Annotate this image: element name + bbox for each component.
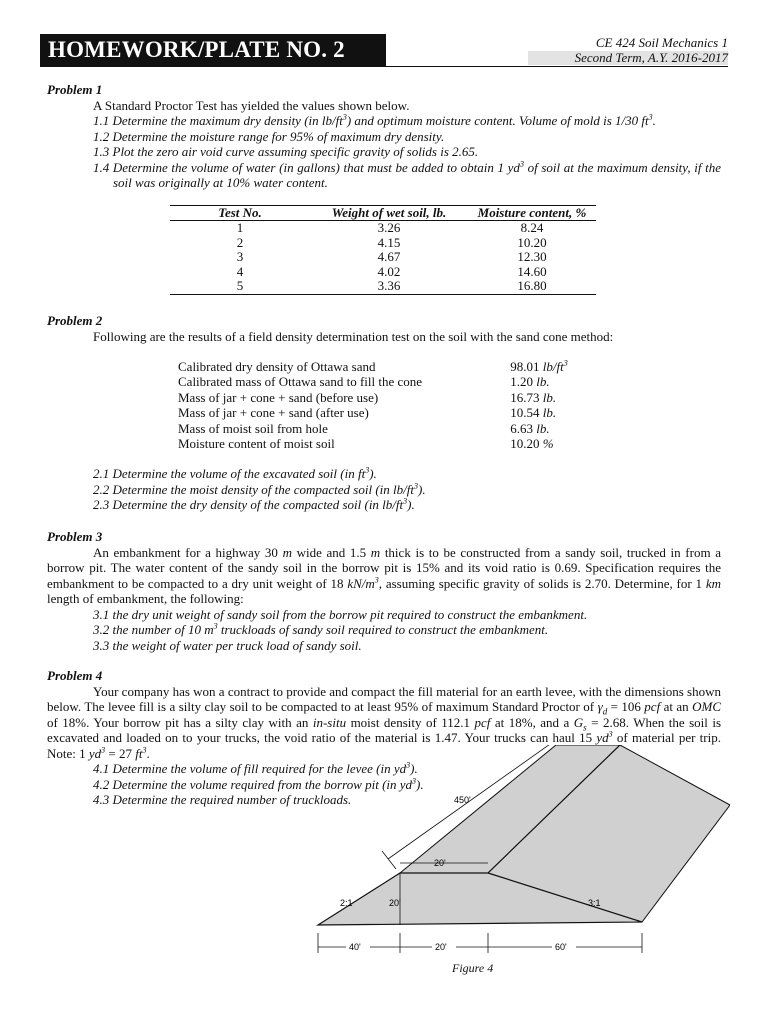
course-info bbox=[528, 36, 728, 65]
table-row bbox=[170, 279, 596, 294]
sand-cone-data bbox=[178, 359, 598, 451]
cell: 12.30 bbox=[517, 249, 547, 265]
table-row bbox=[170, 236, 596, 251]
cell: 3 bbox=[236, 249, 244, 265]
cell: 16.80 bbox=[468, 279, 596, 294]
figure-caption: Figure 4 bbox=[452, 961, 494, 975]
problem-3-text: An embankment for a highway 30 m wide and 1.5 m thick is to be constructed from a sandy soil, trucked in from a borrow pit. The water content of the sandy soil in the borrow pit is 15% and its void ratio is 0.69. Specification requires the embankment to be compacted to a dry unit weight of 18 $kN/m^3$, assuming specific gravity of solids is 2.70. Determine, for 1 km length of embankment, the following: bbox=[47, 544, 721, 606]
problem-1-intro: A Standard Proctor Test has yielded the values shown below. bbox=[93, 97, 410, 113]
list-item: Calibrated mass of Ottawa sand to fill the cone 1.20 lb. bbox=[178, 374, 550, 390]
page-title: HOMEWORK/PLATE NO. 2 bbox=[40, 34, 386, 66]
task-1-2: 1.2 Determine the moisture range for 95% of maximum dry density. bbox=[93, 128, 445, 144]
levee-body bbox=[318, 745, 730, 925]
proctor-table bbox=[170, 205, 596, 295]
header-divider bbox=[40, 66, 728, 67]
problem-4-text: Your company has won a contract to provide and compact the fill material for an earth levee, with the dimensions shown below. The levee fill is a silty clay soil to be compacted to at least 95% of maximum Standard Proctor of $\gamma_d = 106$ pcf at an OMC of 18%. Your borrow pit has a silty clay with an in-situ moist density of 112.1 pcf at 18%, and a $G_s = 2.68$. When the soil is excavated and loaded on to your trucks, the void ratio of the material is 1.47. Your trucks can haul 15 $yd^3$ of material per trip. Note: 1 $yd^3 = 27$ $ft^3$. bbox=[47, 683, 722, 761]
cell: 4 bbox=[236, 263, 244, 279]
list-item: Mass of moist soil from hole 6.63 lb. bbox=[178, 420, 550, 436]
left-base-label: 40' bbox=[349, 942, 361, 952]
height-label: 20' bbox=[389, 898, 401, 908]
problem-2-title: Problem 2 bbox=[47, 313, 103, 328]
problem-2-intro: Following are the results of a field density determination test on the soil with the sand cone method: bbox=[93, 328, 614, 344]
top-width-label: 20' bbox=[434, 858, 446, 868]
problem-1-title: Problem 1 bbox=[47, 82, 103, 97]
problem-3-title: Problem 3 bbox=[47, 529, 103, 544]
table-row bbox=[170, 265, 596, 280]
task-4-3: 4.3 Determine the required number of truckloads. bbox=[93, 792, 352, 807]
col-test-no: Test No. bbox=[170, 206, 310, 221]
cell: 5 bbox=[170, 279, 310, 294]
list-item: Mass of jar + cone + sand (before use) 16.73 lb. bbox=[178, 389, 557, 405]
course-name: CE 424 Soil Mechanics 1 bbox=[528, 36, 728, 51]
table-row bbox=[170, 221, 596, 236]
cell: 14.60 bbox=[517, 263, 547, 279]
list-item: Moisture content of moist soil 10.20 % bbox=[178, 435, 554, 451]
left-slope-label: 2:1 bbox=[340, 898, 353, 908]
task-3-2: 3.2 the number of 10 $m^3$ truckloads of sandy soil required to construct the embankment. bbox=[93, 621, 549, 637]
cell: 3.26 bbox=[377, 220, 401, 235]
problem-2-tasks bbox=[47, 466, 721, 513]
cell: 10.20 bbox=[517, 234, 547, 250]
mid-base-label: 20' bbox=[435, 942, 447, 952]
problem-2 bbox=[47, 313, 721, 344]
task-1-1: 1.1 Determine the maximum dry density (in $lb/ft^3$) and optimum moisture content. Volume of mold is 1/30 $ft^3$. bbox=[93, 112, 656, 128]
task-2-2: 2.2 Determine the moist density of the compacted soil (in $lb/ft^3$). bbox=[93, 481, 426, 497]
problem-3 bbox=[47, 529, 721, 653]
cell: 4.15 bbox=[377, 234, 401, 250]
length-dim-tick bbox=[382, 851, 396, 869]
task-1-4: 1.4 Determine the volume of water (in gallons) that must be added to obtain 1 $yd^3$ of soil at the maximum density, if the soil was originally at 10% water content. bbox=[93, 159, 721, 190]
length-label: 450' bbox=[454, 795, 471, 805]
task-3-3: 3.3 the weight of water per truck load of sandy soil. bbox=[93, 637, 362, 653]
cell: 8.24 bbox=[520, 220, 544, 235]
levee-figure bbox=[310, 745, 730, 965]
cell: 4.02 bbox=[377, 263, 401, 279]
list-item: Calibrated dry density of Ottawa sand 98.01 $lb/ft^3$ bbox=[178, 358, 568, 374]
task-4-1: 4.1 Determine the volume of fill required for the levee (in $yd^3$). bbox=[93, 760, 418, 776]
list-item: Mass of jar + cone + sand (after use) 10.54 lb. bbox=[178, 405, 557, 421]
task-4-2: 4.2 Determine the volume required from the borrow pit (in $yd^3$). bbox=[93, 776, 424, 792]
col-weight: Weight of wet soil, lb. bbox=[310, 206, 468, 221]
cell: 1 bbox=[236, 220, 244, 235]
task-1-3: 1.3 Plot the zero air void curve assuming specific gravity of solids is 2.65. bbox=[93, 144, 479, 159]
right-base-label: 60' bbox=[555, 942, 567, 952]
task-2-1: 2.1 Determine the volume of the excavated soil (in $ft^3$). bbox=[93, 465, 377, 481]
problem-4-title: Problem 4 bbox=[47, 668, 103, 683]
cell: 3.36 bbox=[310, 279, 468, 294]
col-moisture: Moisture content, % bbox=[468, 206, 596, 221]
course-term: Second Term, A.Y. 2016-2017 bbox=[528, 51, 728, 66]
cell: 2 bbox=[236, 234, 244, 250]
right-slope-label: 3:1 bbox=[588, 898, 601, 908]
task-2-3: 2.3 Determine the dry density of the compacted soil (in $lb/ft^3$). bbox=[93, 496, 415, 512]
cell: 4.67 bbox=[377, 249, 401, 265]
task-3-1: 3.1 the dry unit weight of sandy soil from the borrow pit required to construct the embankment. bbox=[93, 606, 588, 622]
table-header-row bbox=[170, 206, 596, 221]
problem-1 bbox=[47, 82, 721, 191]
table-row bbox=[170, 250, 596, 265]
